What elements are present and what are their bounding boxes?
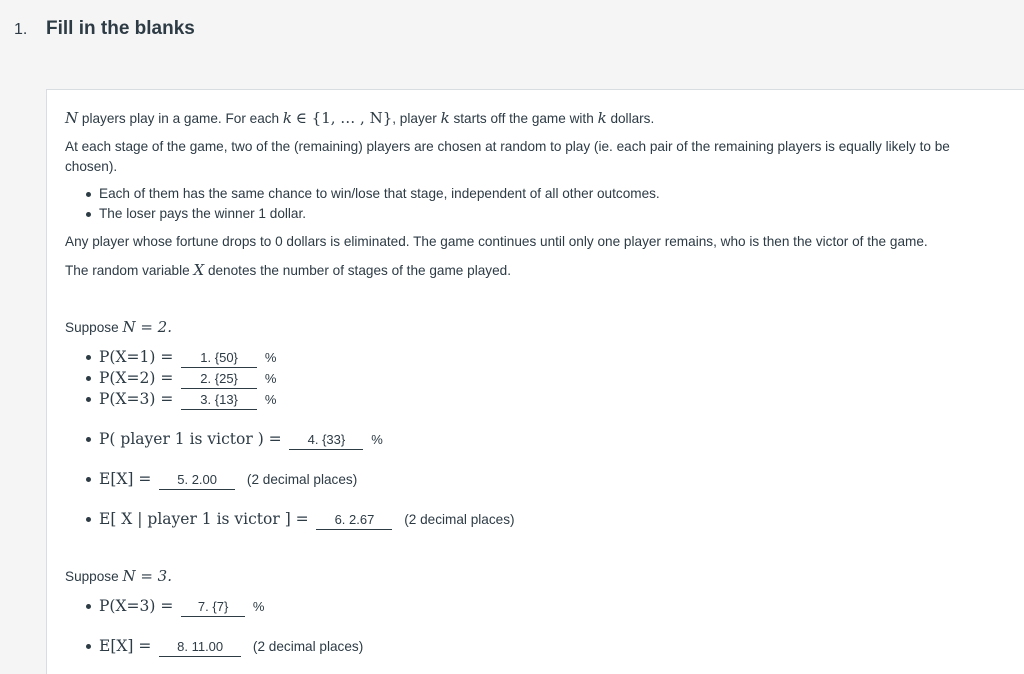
expr: P(X=1) = xyxy=(99,348,174,366)
suppose-label: Suppose xyxy=(65,320,119,335)
unit-label: (2 decimal places) xyxy=(252,639,364,654)
unit-label: % xyxy=(264,371,277,386)
question-card xyxy=(46,89,1024,674)
math-k: k xyxy=(282,109,292,127)
intro-paragraph-4 xyxy=(65,260,511,281)
case1-item-4 xyxy=(65,428,383,450)
question-number: 1. xyxy=(14,21,28,38)
case2-item-1 xyxy=(65,595,264,617)
rules-list xyxy=(65,184,660,224)
intro-text-d: dollars. xyxy=(610,111,655,126)
unit-label: (2 decimal places) xyxy=(404,512,515,527)
answer-blank[interactable]: 8. 11.00 xyxy=(159,638,241,657)
intro-paragraph-1 xyxy=(65,108,654,129)
math-N: N xyxy=(65,109,79,127)
expr: P(X=3) = xyxy=(99,597,174,615)
intro-paragraph-2: At each stage of the game, two of the (remaining) players are chosen at random to play (ie. each pair of the remaining players is equally likely to be xyxy=(65,139,950,154)
expr: P( player 1 is victor ) = xyxy=(99,430,282,448)
case1-condition: N = 2. xyxy=(122,318,172,336)
list-item: The loser pays the winner 1 dollar. xyxy=(65,204,660,224)
intro-text-a: players play in a game. For each xyxy=(81,111,280,126)
expr: P(X=2) = xyxy=(99,369,174,387)
suppose-label: Suppose xyxy=(65,569,119,584)
expr: P(X=3) = xyxy=(99,390,174,408)
math-X: X xyxy=(193,261,205,279)
intro-paragraph-2-cont: chosen). xyxy=(65,159,118,174)
math-k-2: k xyxy=(440,109,450,127)
case1-item-5 xyxy=(65,468,357,490)
intro-text-p4b: denotes the number of stages of the game played. xyxy=(207,263,511,278)
math-k-3: k xyxy=(597,109,607,127)
case1-item-3 xyxy=(65,388,276,410)
expr: E[X] = xyxy=(99,637,152,655)
list-item: Each of them has the same chance to win/lose that stage, independent of all other outcomes. xyxy=(65,184,660,204)
answer-blank[interactable]: 2. {25} xyxy=(181,370,257,389)
math-set: ∈ {1, … , N} xyxy=(295,109,393,127)
case1-item-6 xyxy=(65,508,515,530)
intro-paragraph-3: Any player whose fortune drops to 0 dollars is eliminated. The game continues until only one player remains, who is then the victor of the game. xyxy=(65,234,928,249)
answer-blank[interactable]: 4. {33} xyxy=(289,431,363,450)
answer-blank[interactable]: 6. 2.67 xyxy=(316,511,392,530)
unit-label: % xyxy=(371,432,383,447)
case1-item-2 xyxy=(65,367,276,389)
question-header xyxy=(14,18,195,40)
question-title: Fill in the blanks xyxy=(46,18,195,39)
answer-blank[interactable]: 5. 2.00 xyxy=(159,471,235,490)
case1-item-1 xyxy=(65,346,276,368)
case1-heading xyxy=(65,317,172,338)
answer-blank[interactable]: 7. {7} xyxy=(181,598,245,617)
case2-heading xyxy=(65,566,172,587)
expr: E[ X | player 1 is victor ] = xyxy=(99,510,309,528)
unit-label: % xyxy=(264,350,277,365)
intro-text-c: starts off the game with xyxy=(453,111,594,126)
case2-item-2 xyxy=(65,635,363,657)
case2-condition: N = 3. xyxy=(122,567,172,585)
intro-text-p4a: The random variable xyxy=(65,263,190,278)
answer-blank[interactable]: 3. {13} xyxy=(181,391,257,410)
unit-label: % xyxy=(264,392,277,407)
unit-label: (2 decimal places) xyxy=(246,472,358,487)
intro-text-b: , player xyxy=(392,111,437,126)
expr: E[X] = xyxy=(99,470,152,488)
answer-blank[interactable]: 1. {50} xyxy=(181,349,257,368)
unit-label: % xyxy=(252,599,265,614)
